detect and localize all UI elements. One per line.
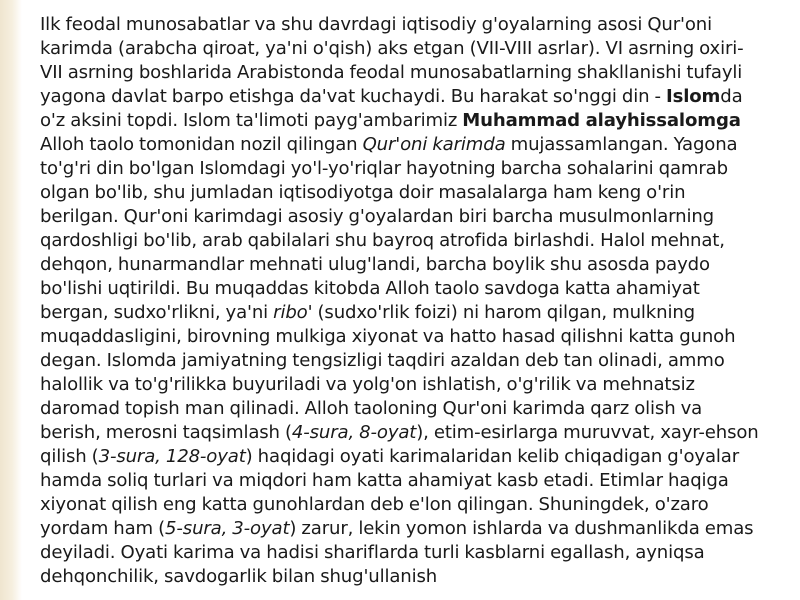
bold-term-muhammad: Muhammad alayhissalomga xyxy=(462,110,741,131)
italic-term-ribo: ribo' xyxy=(273,302,313,323)
text-run: mujassamlangan. Yagona to'g'ri din bo'lgan Islomdagi yo'l-yo'riqlar hayotning barcha sohalarini qamrab olgan bo'lib, shu jumladan iqtisodiyotga doir masalalarga ham keng o'rin berilgan. Qur'oni karimdagi asosiy g'oyalardan biri barcha musulmonlarning qardoshligi bo'lib, arab qabilalari shu bayroq atrofida birlashdi. Halol mehnat, dehqon, hunarmandlar mehnati ulug'landi, barcha boylik shu asosda paydo bo'lishi uqtirildi. Bu muqaddas kitobda Alloh taolo savdoga katta ahamiyat bergan, sudxo'rlikni, ya'ni xyxy=(40,134,738,323)
body-paragraph xyxy=(40,13,762,589)
italic-term-quran: Qur'oni karimda xyxy=(362,134,506,155)
text-run: ) haqidagi oyati karimalaridan kelib chiqadigan g'oyalar hamda soliq turlari va miqdori ham katta ahamiyat kasb etadi. Etimlar haqiga xiyonat qilish eng katta gunohlardan deb e'lon qilingan. Shuningdek, o'zaro yordam ham ( xyxy=(40,446,739,539)
text-run: (sudxo'rlik foizi) ni harom qilgan, mulkning muqaddasligini, birovning mulkiga xiyonat va hatto hasad qilishni katta gunoh degan. Islomda jamiyatning tengsizligi taqdiri azaldan deb tan olinadi, ammo halollik va to'g'rilikka buyuriladi va yolg'on ishlatish, o'g'rilik va mehnatsiz daromad topish man qilinadi. Alloh taoloning Qur'oni karimda qarz olish va berish, merosni taqsimlash ( xyxy=(40,302,736,443)
text-run: ), etim-esirlarga muruvvat, xayr-ehson qilish ( xyxy=(40,422,759,467)
text-run: ) zarur, lekin yomon ishlarda va dushmanlikda emas deyiladi. Oyati karima va hadisi shariflarda turli kasblarni egallash, ayniqsa dehqonchilik, savdogarlik bilan shug'ullanish xyxy=(40,518,754,587)
text-run: da o'z aksini topdi. Islom ta'limoti payg'ambarimiz xyxy=(40,86,743,131)
text-run: Alloh taolo tomonidan nozil qilingan xyxy=(40,134,363,155)
decorative-side-strip xyxy=(0,0,22,600)
italic-citation: 5-sura, 3-oyat xyxy=(165,518,290,539)
bold-term-islom: Islom xyxy=(666,86,721,107)
italic-citation: 3-sura, 128-oyat xyxy=(98,446,246,467)
text-run: Ilk feodal munosabatlar va shu davrdagi iqtisodiy g'oyalarning asosi Qur'oni karimda (arabcha qiroat, ya'ni o'qish) aks etgan (VII-VIII asrlar). VI asrning oxiri-VII asrning boshlarida Arabistonda feodal munosabatlarning shakllanishi tufayli yagona davlat barpo etishga da'vat kuchaydi. Bu harakat so'nggi din - xyxy=(40,14,744,107)
italic-citation: 4-sura, 8-oyat xyxy=(291,422,417,443)
